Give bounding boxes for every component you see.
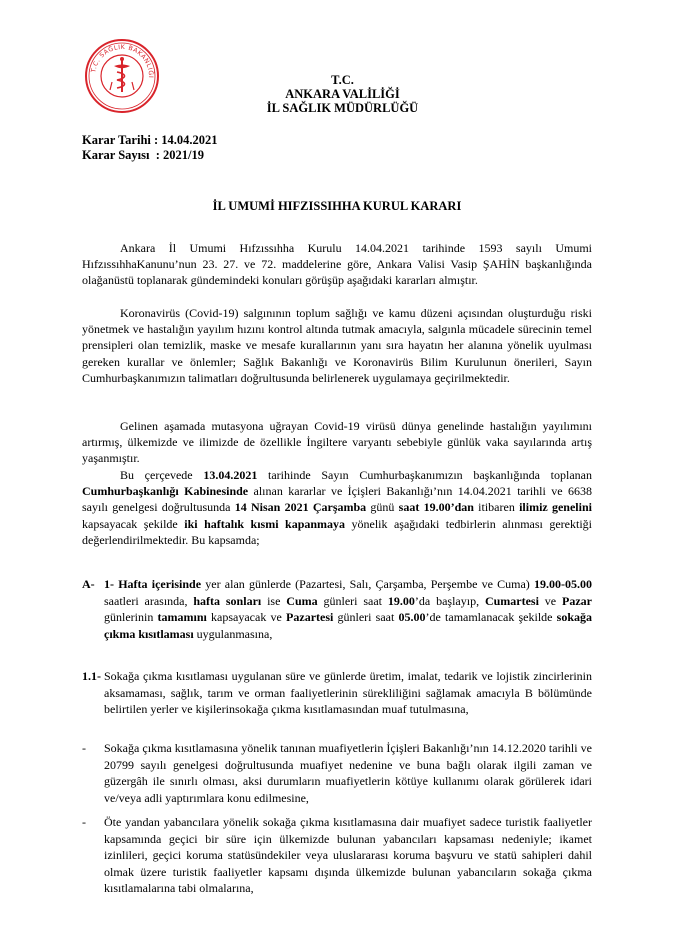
item-1-1-marker: 1.1-	[82, 669, 101, 683]
item-1-1	[82, 668, 592, 718]
intro-paragraph: Ankara İl Umumi Hıfzıssıhha Kurulu 14.04.2021 tarihinde 1593 sayılı Umumi HıfzıssıhhaKanunu’nun 23. 27. ve 72. maddelerine göre, Ankara Valisi Vasip ŞAHİN başkanlığında olağanüstü toplanarak gündemindeki konuları görüşüp aşağıdaki kararları almıştır.	[82, 241, 592, 288]
variant-paragraph: Gelinen aşamada mutasyona uğrayan Covid-19 virüsü dünya genelinde hastalığın yayılımını artırmış, ülkemizde ve ilimizde de özellikle İngiltere varyantı sebebiyle günlük vaka sayılarında artış yaşanmıştır.	[82, 419, 592, 466]
ministry-seal-logo	[84, 38, 160, 114]
dash-marker: -	[82, 741, 86, 755]
header-line-valilik: ANKARA VALİLİĞİ	[285, 87, 400, 101]
document-title: İL UMUMİ HIFZISSIHHA KURUL KARARI	[212, 199, 462, 213]
measures-paragraph: Bu çerçevede 13.04.2021 tarihinde Sayın Cumhurbaşkanımızın başkanlığında toplanan Cumhurbaşkanlığı Kabinesinde alınan kararlar ve İçişleri Bakanlığı’nın 14.04.2021 tarihli ve 6638 sayılı genelgesi doğrultusunda 14 Nisan 2021 Çarşamba günü saat 19.00’dan itibaren ilimiz genelini kapsayacak şekilde iki haftalık kısmi kapanmaya yönelik aşağıdaki tedbirlerin alınması gerektiği değerlendirilmektedir. Bu kapsamda;	[82, 468, 593, 547]
covid-paragraph: Koronavirüs (Covid-19) salgınının toplum sağlığı ve kamu düzeni açısından oluşturduğu riski yönetmek ve hastalığın yayılım hızını kontrol altında tutmak amacıyla, salgınla mücadele sürecinin temel prensipleri olan temizlik, maske ve mesafe kurallarının yanı sıra hayatın her alanına yönelik uyulması gereken kurallar ve önlemler; Sağlık Bakanlığı ve Koronavirüs Bilim Kurulunun önerileri, Sayın Cumhurbaşkanımızın talimatları doğrultusunda belirlenerek uygulamaya geçirilmektedir.	[82, 306, 592, 385]
foreigners-dash-text: Öte yandan yabancılara yönelik sokağa çıkma kısıtlamasına dair muafiyet sadece turistik faaliyetler kapsamında geçici bir süre için ülkemizde bulunan yabancıları kapsaması nedeniyle; ikamet izinlileri, geçici koruma statüsündekiler veya uluslararası koruma başvuru ve statü sahipleri dahil olmak üzere turistik faaliyetler kapsamı dışında ülkemizde bulunan yabancıların sokağa çıkma kısıtlamalarına tabi olmalarına,	[104, 815, 592, 895]
decision-meta	[82, 133, 218, 163]
decision-date: Karar Tarihi : 14.04.2021	[82, 133, 218, 147]
decision-number: Karar Sayısı : 2021/19	[82, 148, 204, 162]
header-line-tc: T.C.	[331, 73, 354, 87]
header-line-mudurluk: İL SAĞLIK MÜDÜRLÜĞÜ	[266, 101, 419, 115]
dash-marker: -	[82, 815, 86, 829]
exemption-dash-text: Sokağa çıkma kısıtlamasına yönelik tanınan muafiyetlerin İçişleri Bakanlığı’nın 14.12.2020 tarihli ve 20799 sayılı genelgesi doğrultusunda muafiyet nedenine ve buna bağlı olarak ilgili zaman ve güzergâh ile sınırlı olması, aksi durumların muafiyetlerin kötüye kullanımı olarak görülerek idari ve/veya adli yaptırımlara konu edilmesine,	[104, 741, 592, 805]
exemption-dash-item	[82, 740, 592, 806]
foreigners-dash-item	[82, 814, 592, 897]
seal-ring-text: T.C. SAĞLIK BAKANLIĞI	[90, 43, 155, 79]
document-header	[255, 73, 430, 115]
item-a-text: 1- Hafta içerisinde yer alan günlerde (Pazartesi, Salı, Çarşamba, Perşembe ve Cuma) 19.00-05.00 saatleri arasında, hafta sonları ise Cuma günleri saat 19.00’da başlayıp, Cumartesi ve Pazar günlerinin tamamını kapsayacak ve Pazartesi günleri saat 05.00’de tamamlanacak şekilde sokağa çıkma kısıtlaması uygulanmasına,	[104, 577, 593, 641]
item-a-marker: A-	[82, 577, 95, 591]
item-a	[82, 576, 592, 642]
item-1-1-text: Sokağa çıkma kısıtlaması uygulanan süre ve günlerde üretim, imalat, tedarik ve lojistik zincirlerinin aksamaması, sağlık, tarım ve orman faaliyetlerinin sürekliliğini sağlamak amacıyla B bölümünde belirtilen yerler ve kişilerinsokağa çıkma kısıtlamasından muaf tutulmasına,	[104, 669, 592, 716]
